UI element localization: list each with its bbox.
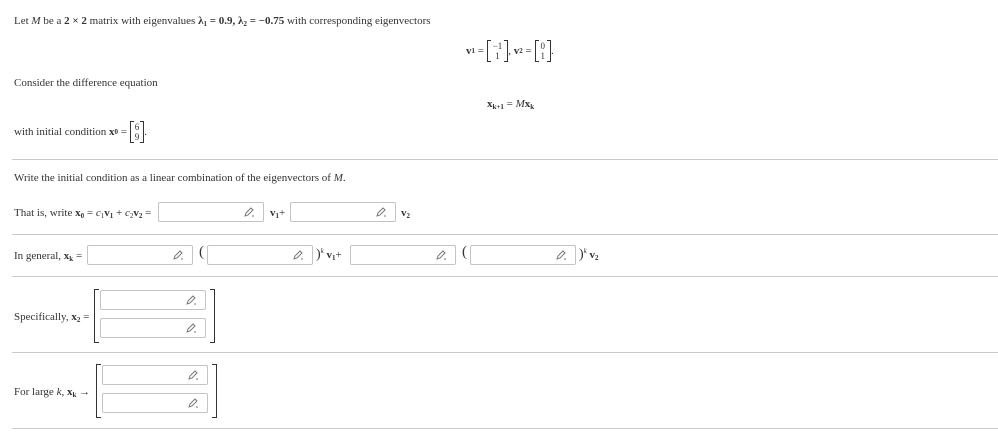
v2-subscript: 2 [406, 212, 410, 220]
v1-subscript: 1 [109, 212, 114, 220]
q2-lead [14, 250, 82, 263]
base1-input[interactable] [207, 245, 313, 265]
exponent-k: k [320, 247, 324, 255]
k-symbol: k [56, 386, 62, 398]
v1-symbol: v [104, 207, 110, 219]
arrow: → [76, 386, 91, 398]
v1-entry-top: −1 [492, 41, 503, 51]
divider [12, 234, 998, 235]
v2-entry-top: 0 [540, 41, 546, 51]
v1-vector [487, 40, 509, 62]
x-subscript: k+1 [492, 103, 504, 111]
matrix-symbol: M [333, 172, 343, 184]
period: . [551, 45, 554, 57]
q1-lead [14, 207, 151, 220]
coef1-input[interactable] [87, 245, 193, 265]
pencil-icon [185, 294, 197, 306]
lambda2-value: = −0.75 [246, 15, 285, 27]
v1-symbol: v [270, 207, 276, 219]
close-paren: ) [579, 247, 584, 262]
period: . [342, 172, 346, 184]
divider [12, 428, 998, 429]
c1-input[interactable] [158, 202, 264, 222]
divider [12, 352, 998, 353]
pencil-icon [375, 206, 387, 218]
x-subscript: k [530, 103, 535, 111]
v2-subscript: 2 [138, 212, 143, 220]
comma: , [61, 386, 67, 398]
pencil-icon [187, 369, 199, 381]
close-paren: ) [316, 247, 321, 262]
q1-lead-text: That is, write [14, 207, 76, 219]
v2-entry-bottom: 1 [540, 51, 546, 61]
eigenvector-display [466, 38, 554, 64]
open-paren: ( [199, 244, 204, 260]
x-symbol: x [66, 386, 73, 398]
xk-entry1-input[interactable] [102, 365, 208, 385]
period: . [144, 126, 147, 138]
c2-input[interactable] [290, 202, 396, 222]
pencil-icon [172, 249, 184, 261]
v1-symbol: v [323, 249, 333, 261]
pencil-icon [435, 249, 447, 261]
x-subscript: 2 [76, 316, 81, 324]
x-symbol: x [63, 250, 70, 262]
initial-condition [14, 119, 147, 145]
intro-text: matrix with eigenvalues [86, 15, 199, 27]
v1-label: v [466, 45, 472, 57]
v1-entry-bottom: 1 [495, 51, 500, 61]
q1-v2-label [401, 207, 410, 220]
c2-subscript: 2 [129, 212, 134, 220]
plus: + [279, 207, 286, 219]
x-symbol: x [109, 126, 115, 138]
matrix-right-bracket [210, 289, 215, 343]
plus: + [335, 249, 342, 261]
v2-label: v [513, 45, 520, 57]
intro-text: with corresponding eigenvectors [284, 15, 431, 27]
divider [12, 159, 998, 160]
matrix-right-bracket [212, 364, 217, 418]
x-symbol: x [75, 207, 81, 219]
lambda2-subscript: 2 [243, 20, 247, 28]
v2-subscript: 2 [519, 47, 523, 55]
equals: = [503, 98, 516, 110]
q1-prompt-text: Write the initial condition as a linear combination of the eigenvectors of [14, 172, 334, 184]
c1-subscript: 1 [100, 212, 105, 220]
x-subscript: k [69, 255, 74, 263]
lambda2-symbol: λ [238, 15, 244, 27]
v2-vector [535, 40, 552, 62]
xk-entry2-input[interactable] [102, 393, 208, 413]
equals: = [84, 207, 96, 219]
pencil-icon [555, 249, 567, 261]
q2-term1-tail [316, 247, 342, 263]
exponent-k: k [583, 247, 587, 255]
matrix-symbol: M [31, 15, 41, 27]
v2-symbol: v [401, 207, 407, 219]
q2-term2-tail [579, 247, 599, 263]
equals: = [73, 250, 83, 262]
base2-input[interactable] [470, 245, 576, 265]
equals: = [80, 311, 90, 323]
v2-symbol: v [586, 249, 596, 261]
pencil-icon [292, 249, 304, 261]
coef2-input[interactable] [350, 245, 456, 265]
lambda1-subscript: 1 [203, 20, 207, 28]
lambda1-value: = 0.9, [207, 15, 239, 27]
x2-entry1-input[interactable] [100, 290, 206, 310]
open-paren: ( [462, 244, 467, 260]
v2-subscript: 2 [595, 254, 599, 262]
c2-symbol: c [124, 207, 130, 219]
equals: = [142, 207, 152, 219]
v1-subscript: 1 [471, 47, 475, 55]
pencil-icon [243, 206, 255, 218]
q2-lead-text: In general, [14, 250, 64, 262]
intro-text: Let [14, 15, 32, 27]
x-subscript: 0 [80, 212, 85, 220]
matrix-left-bracket [96, 364, 101, 418]
matrix-size: 2 × 2 [64, 15, 87, 27]
x0-entry-top: 6 [134, 122, 140, 132]
initial-text: with initial condition [14, 126, 110, 138]
matrix-symbol: M [515, 98, 525, 110]
v1-subscript: 1 [332, 254, 336, 262]
intro-text: be a [40, 15, 65, 27]
consider-text: Consider the difference equation [14, 77, 158, 89]
x-symbol: x [487, 98, 493, 110]
equals: = [522, 45, 535, 57]
v2-symbol: v [133, 207, 139, 219]
matrix-left-bracket [94, 289, 99, 343]
c1-symbol: c [95, 207, 101, 219]
equals: = [475, 45, 487, 57]
q3-lead-text: Specifically, [14, 311, 72, 323]
problem-intro [14, 15, 431, 28]
x0-entry-bottom: 9 [134, 132, 140, 142]
x2-entry2-input[interactable] [100, 318, 206, 338]
pencil-icon [187, 397, 199, 409]
q1-v1-label [270, 207, 285, 220]
divider [12, 276, 998, 277]
q4-lead-text: For large [14, 386, 57, 398]
q4-lead [14, 386, 90, 399]
q1-prompt [14, 172, 346, 184]
pencil-icon [185, 322, 197, 334]
v1-subscript: 1 [275, 212, 279, 220]
lambda1-symbol: λ [198, 15, 204, 27]
x-symbol: x [71, 311, 77, 323]
comma: , [508, 45, 514, 57]
x-symbol: x [524, 98, 531, 110]
x-subscript: k [72, 391, 77, 399]
x0-vector [130, 121, 145, 143]
plus: + [113, 207, 125, 219]
equals: = [118, 126, 130, 138]
x-subscript: 0 [114, 128, 119, 136]
difference-equation [487, 98, 534, 111]
q3-lead [14, 311, 89, 324]
